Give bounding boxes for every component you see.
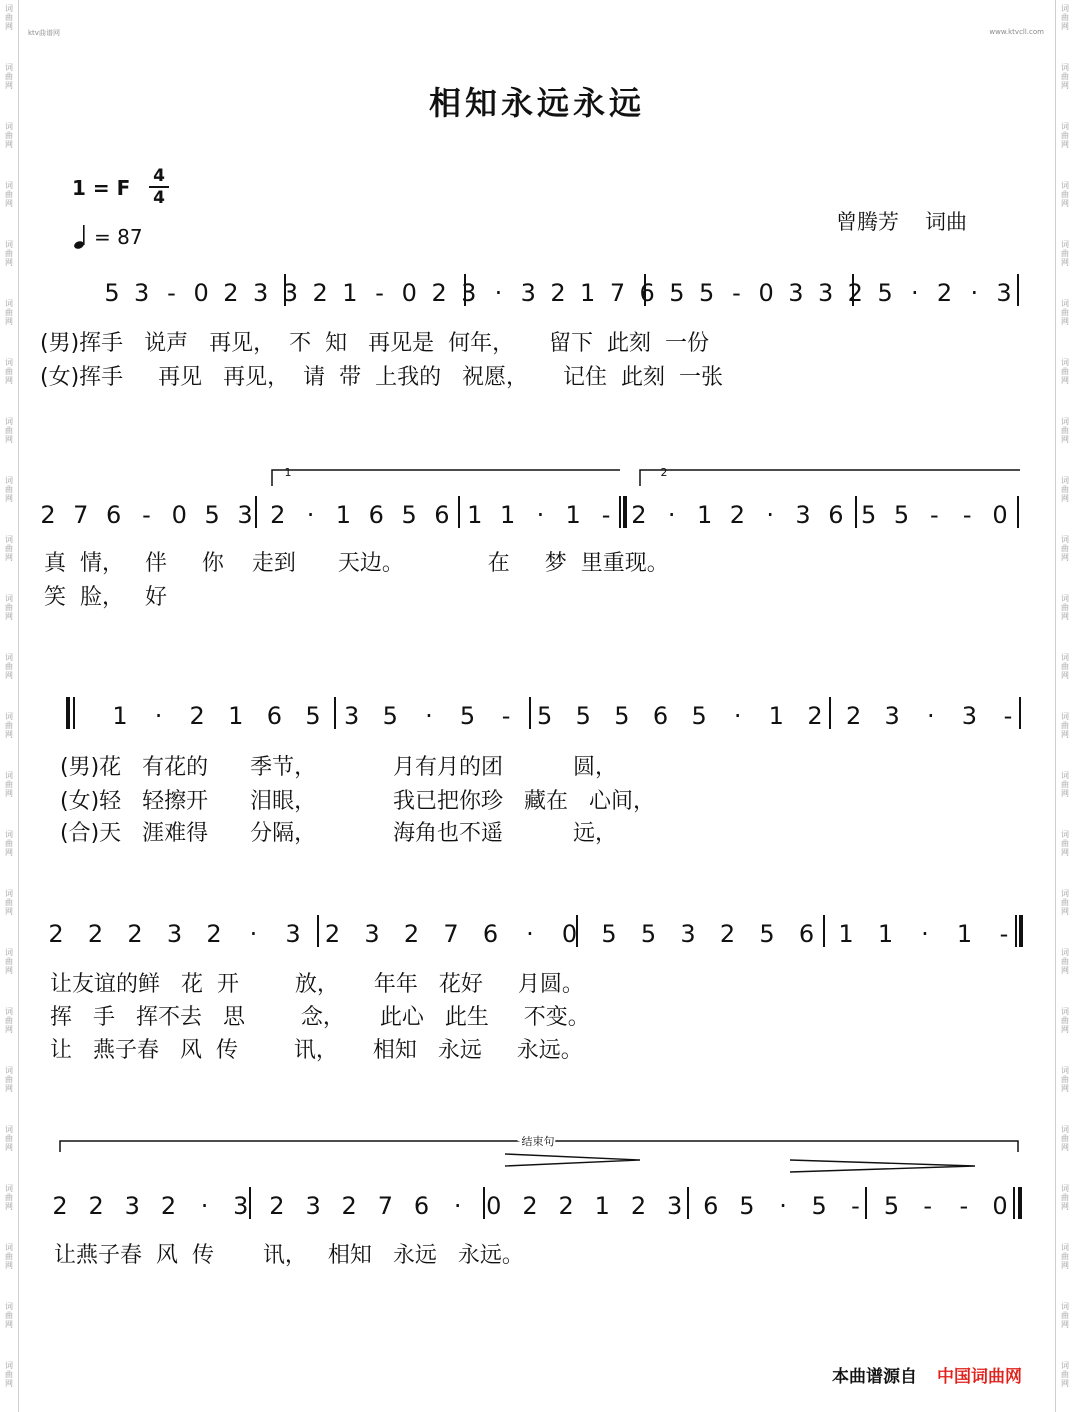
watermark-unit: 词 曲 网 (5, 240, 13, 267)
note-s5-8: 2 (341, 1192, 357, 1220)
note-s3-19: 2 (845, 702, 862, 730)
note-s4-4: 2 (206, 920, 222, 948)
note-s1-25: 2 (847, 279, 863, 307)
note-s4-17: 2 (719, 920, 736, 948)
watermark-unit: 词 曲 网 (1061, 417, 1069, 444)
note-s2-27: - (929, 501, 939, 529)
note-s4-10: 7 (443, 920, 459, 948)
lyric-s2-line1: 真 情， 伴 你 走到 天边。 在 梦 里重现。 (44, 551, 669, 576)
watermark-unit: 词 曲 网 (5, 1184, 13, 1211)
note-s1-21: - (732, 279, 741, 307)
watermark-unit: 词 曲 网 (1061, 948, 1069, 975)
note-s1-6: 3 (282, 279, 299, 307)
note-s4-16: 3 (680, 920, 696, 948)
note-s4-0: 2 (48, 920, 64, 948)
watermark-unit: 词 曲 网 (1061, 4, 1069, 31)
note-s4-11: 6 (482, 920, 499, 948)
note-s4-1: 2 (87, 920, 104, 948)
lyric-s1-female: (女)挥手 再见 再见， 请 带 上我的 祝愿， 记住 此刻 一张 (40, 365, 723, 390)
composer-role: 词曲 (925, 210, 967, 234)
watermark-unit: 词 曲 网 (5, 830, 13, 857)
note-s3-2: 2 (189, 702, 205, 730)
note-s4-15: 5 (640, 920, 657, 948)
watermark-unit: 词 曲 网 (1061, 653, 1069, 680)
watermark-unit: 词 曲 网 (1061, 240, 1069, 267)
watermark-unit: 词 曲 网 (5, 948, 13, 975)
note-s1-3: 0 (193, 279, 209, 307)
note-s2-22: · (766, 501, 775, 529)
note-s1-22: 0 (758, 279, 774, 307)
note-s3-8: · (425, 702, 433, 730)
header-left-mark: ktv曲谱网 (28, 29, 60, 37)
note-s4-14: 5 (601, 920, 617, 948)
note-s3-11: 5 (537, 702, 553, 730)
note-s1-14: 3 (520, 279, 536, 307)
note-s5-26: 0 (992, 1192, 1008, 1220)
note-s1-9: - (375, 279, 384, 307)
lyric-s4-line3: 让 燕子春 风 传 讯， 相知 永远 永远。 (50, 1038, 583, 1063)
watermark-unit: 词 曲 网 (5, 4, 13, 31)
composer-name: 曾腾芳 (836, 210, 899, 234)
note-s1-16: 1 (580, 279, 596, 307)
watermark-unit: 词 曲 网 (5, 889, 13, 916)
note-s1-18: 6 (639, 279, 655, 307)
note-s1-15: 2 (550, 279, 566, 307)
note-s5-18: 6 (703, 1192, 719, 1220)
note-s3-21: · (926, 702, 935, 730)
note-s2-29: 0 (992, 501, 1008, 529)
watermark-unit: 词 曲 网 (1061, 1125, 1069, 1152)
note-s2-21: 2 (729, 501, 746, 529)
watermark-unit: 词 曲 网 (5, 63, 13, 90)
note-s5-0: 2 (52, 1192, 68, 1220)
note-s3-9: 5 (459, 702, 476, 730)
note-s5-11: · (453, 1192, 462, 1220)
note-s2-25: 5 (861, 501, 877, 529)
volta-number: 1 (284, 466, 292, 479)
note-s1-30: 3 (996, 279, 1012, 307)
note-s4-21: 1 (877, 920, 894, 948)
ending-phrase-label: 结束句 (521, 1135, 555, 1148)
note-s5-23: 5 (883, 1192, 900, 1220)
note-s1-29: · (970, 279, 979, 307)
note-s4-13: 0 (561, 920, 578, 948)
note-s2-26: 5 (893, 501, 910, 529)
note-s3-12: 5 (575, 702, 591, 730)
note-s5-1: 2 (88, 1192, 104, 1220)
note-s2-3: - (142, 501, 151, 529)
note-s4-8: 3 (364, 920, 380, 948)
note-s5-25: - (959, 1192, 969, 1220)
volta-number: 2 (660, 466, 668, 479)
note-s3-13: 5 (614, 702, 630, 730)
note-s1-2: - (167, 279, 176, 307)
note-s2-7: 2 (270, 501, 286, 529)
volta-2-bracket (640, 470, 1020, 486)
note-s4-23: 1 (956, 920, 973, 948)
note-s1-12: 3 (461, 279, 477, 307)
note-s3-23: - (1003, 702, 1013, 730)
lyric-s3-female: (女)轻 轻擦开 泪眼， 我已把你珍 藏在 心间， (60, 789, 655, 814)
note-s4-6: 3 (285, 920, 301, 948)
note-s2-0: 2 (40, 501, 56, 529)
note-s4-5: · (249, 920, 258, 948)
watermark-unit: 词 曲 网 (1061, 594, 1069, 621)
score-marks (60, 274, 1021, 1219)
watermark-unit: 词 曲 网 (5, 1125, 13, 1152)
note-s1-23: 3 (788, 279, 804, 307)
watermark-unit: 词 曲 网 (1061, 712, 1069, 739)
note-s3-18: 2 (807, 702, 823, 730)
watermark-unit: 词 曲 网 (1061, 1302, 1069, 1329)
lyric-s4-line1: 让友谊的鲜 花 开 放， 年年 花好 月圆。 (50, 972, 584, 997)
note-s2-12: 6 (434, 501, 450, 529)
watermark-unit: 词 曲 网 (1061, 889, 1069, 916)
note-s5-7: 3 (305, 1192, 321, 1220)
note-s5-3: 2 (160, 1192, 177, 1220)
watermark-unit: 词 曲 网 (1061, 181, 1069, 208)
watermark-unit: 词 曲 网 (1061, 358, 1069, 385)
lyric-s5-line1: 让燕子春 风 传 讯， 相知 永远 永远。 (54, 1243, 524, 1268)
note-s1-5: 3 (253, 279, 269, 307)
watermark-unit: 词 曲 网 (5, 712, 13, 739)
note-s4-12: · (526, 920, 534, 948)
note-s3-22: 3 (961, 702, 978, 730)
note-s1-24: 3 (817, 279, 834, 307)
note-s3-6: 3 (344, 702, 360, 730)
watermark-unit: 词 曲 网 (5, 1243, 13, 1270)
note-s3-3: 1 (228, 702, 244, 730)
watermark-unit: 词 曲 网 (5, 1302, 13, 1329)
note-s2-6: 3 (237, 501, 253, 529)
lyric-s4-line2: 挥 手 挥不去 思 念， 此心 此生 不变。 (50, 1005, 590, 1030)
note-s2-20: 1 (696, 501, 713, 529)
note-s5-16: 2 (630, 1192, 647, 1220)
footer-source (832, 1362, 1022, 1387)
note-s5-21: 5 (811, 1192, 827, 1220)
watermark-unit: 词 曲 网 (5, 299, 13, 326)
note-s2-28: - (962, 501, 972, 529)
note-s3-10: - (501, 702, 511, 730)
note-s5-14: 2 (558, 1192, 574, 1220)
note-s5-17: 3 (666, 1192, 683, 1220)
note-s2-23: 3 (795, 501, 811, 529)
note-s5-9: 7 (377, 1192, 394, 1220)
note-s3-16: · (733, 702, 742, 730)
note-s3-0: 1 (112, 702, 128, 730)
watermark-unit: 词 曲 网 (5, 358, 13, 385)
key-signature: 1 = F (72, 176, 131, 200)
note-s5-4: · (200, 1192, 209, 1220)
note-s3-4: 6 (266, 702, 283, 730)
tempo-value: = 87 (94, 225, 143, 249)
crescendo-hairpin (505, 1154, 640, 1166)
note-s1-10: 0 (401, 279, 417, 307)
note-s5-5: 3 (233, 1192, 249, 1220)
watermark-unit: 词 曲 网 (5, 1361, 13, 1388)
watermark-unit: 词 曲 网 (5, 771, 13, 798)
note-s4-2: 2 (127, 920, 143, 948)
note-s3-5: 5 (305, 702, 321, 730)
watermark-unit: 词 曲 网 (1061, 830, 1069, 857)
note-s2-9: 1 (335, 501, 352, 529)
watermark-unit: 词 曲 网 (1061, 1243, 1069, 1270)
note-s5-2: 3 (124, 1192, 140, 1220)
note-s2-5: 5 (204, 501, 220, 529)
note-s5-22: - (851, 1192, 860, 1220)
note-s1-19: 5 (669, 279, 685, 307)
note-s2-1: 7 (73, 501, 89, 529)
note-s2-8: · (306, 501, 315, 529)
note-s2-11: 5 (401, 501, 417, 529)
note-s2-16: 1 (565, 501, 581, 529)
watermark-unit: 词 曲 网 (5, 653, 13, 680)
note-s1-13: · (494, 279, 503, 307)
time-bottom: 4 (153, 188, 165, 208)
note-s4-18: 5 (759, 920, 775, 948)
note-s2-17: - (601, 501, 611, 529)
note-s2-24: 6 (828, 501, 844, 529)
note-s4-20: 1 (838, 920, 854, 948)
watermark-unit: 词 曲 网 (5, 1007, 13, 1034)
lyric-s2-line2: 笑 脸， 好 (44, 585, 167, 610)
note-s4-24: - (999, 920, 1009, 948)
note-s2-14: 1 (499, 501, 516, 529)
header-right-mark: www.ktvcll.com (989, 28, 1044, 36)
watermark-unit: 词 曲 网 (1061, 1066, 1069, 1093)
lyric-s1-male: (男)挥手 说声 再见， 不 知 再见是 何年， 留下 此刻 一份 (40, 331, 710, 356)
watermark-unit: 词 曲 网 (5, 417, 13, 444)
note-s5-13: 2 (522, 1192, 538, 1220)
note-s2-15: · (536, 501, 545, 529)
watermark-unit: 词 曲 网 (1061, 535, 1069, 562)
note-s1-8: 1 (342, 279, 358, 307)
footer-source-text: 本曲谱源自 (832, 1367, 917, 1387)
note-s5-19: 5 (739, 1192, 755, 1220)
watermark-unit: 词 曲 网 (5, 476, 13, 503)
note-s2-18: 2 (631, 501, 647, 529)
watermark-unit: 词 曲 网 (1061, 299, 1069, 326)
watermark-unit: 词 曲 网 (5, 181, 13, 208)
note-s2-4: 0 (171, 501, 187, 529)
watermark-unit: 词 曲 网 (5, 1066, 13, 1093)
note-s1-1: 3 (134, 279, 150, 307)
song-title: 相知永远永远 (428, 84, 645, 122)
lyric-s3-chorus: (合)天 涯难得 分隔， 海角也不遥 远， (60, 821, 617, 846)
note-s2-2: 6 (106, 501, 122, 529)
watermark-unit: 词 曲 网 (1061, 476, 1069, 503)
note-s1-17: 7 (609, 279, 626, 307)
note-s5-12: 0 (486, 1192, 502, 1220)
note-s5-20: · (779, 1192, 787, 1220)
watermark-unit: 词 曲 网 (5, 594, 13, 621)
note-s3-1: · (154, 702, 163, 730)
watermark-unit: 词 曲 网 (1061, 63, 1069, 90)
note-s2-10: 6 (368, 501, 384, 529)
note-s4-7: 2 (324, 920, 341, 948)
note-s3-14: 6 (652, 702, 669, 730)
note-s1-20: 5 (699, 279, 715, 307)
watermark-unit: 词 曲 网 (1061, 771, 1069, 798)
watermark-unit: 词 曲 网 (1061, 122, 1069, 149)
note-s3-17: 1 (768, 702, 784, 730)
note-s4-22: · (921, 920, 929, 948)
note-s1-11: 2 (431, 279, 447, 307)
footer-site-link[interactable]: 中国词曲网 (937, 1367, 1022, 1387)
volta-1-bracket (272, 470, 620, 486)
note-s1-4: 2 (223, 279, 239, 307)
time-top: 4 (153, 166, 165, 186)
note-s2-13: 1 (467, 501, 483, 529)
note-s3-15: 5 (691, 702, 707, 730)
note-s3-7: 5 (382, 702, 398, 730)
watermark-unit: 词 曲 网 (1061, 1007, 1069, 1034)
note-s1-28: 2 (936, 279, 953, 307)
watermark-unit: 词 曲 网 (5, 122, 13, 149)
note-s1-26: 5 (877, 279, 893, 307)
note-s5-24: - (923, 1192, 933, 1220)
note-s5-10: 6 (413, 1192, 430, 1220)
note-s1-0: 5 (104, 279, 120, 307)
decrescendo-hairpin (790, 1160, 975, 1172)
note-s2-19: · (667, 501, 676, 529)
note-s1-7: 2 (312, 279, 328, 307)
note-s5-6: 2 (269, 1192, 285, 1220)
watermark-unit: 词 曲 网 (1061, 1361, 1069, 1388)
note-s4-19: 6 (798, 920, 815, 948)
note-s4-9: 2 (403, 920, 420, 948)
note-s4-3: 3 (166, 920, 183, 948)
note-s1-27: · (910, 279, 919, 307)
note-s5-15: 1 (594, 1192, 610, 1220)
watermark-unit: 词 曲 网 (5, 535, 13, 562)
watermark-unit: 词 曲 网 (1061, 1184, 1069, 1211)
lyric-s3-male: (男)花 有花的 季节， 月有月的团 圆， (60, 755, 617, 780)
note-s3-20: 3 (884, 702, 900, 730)
